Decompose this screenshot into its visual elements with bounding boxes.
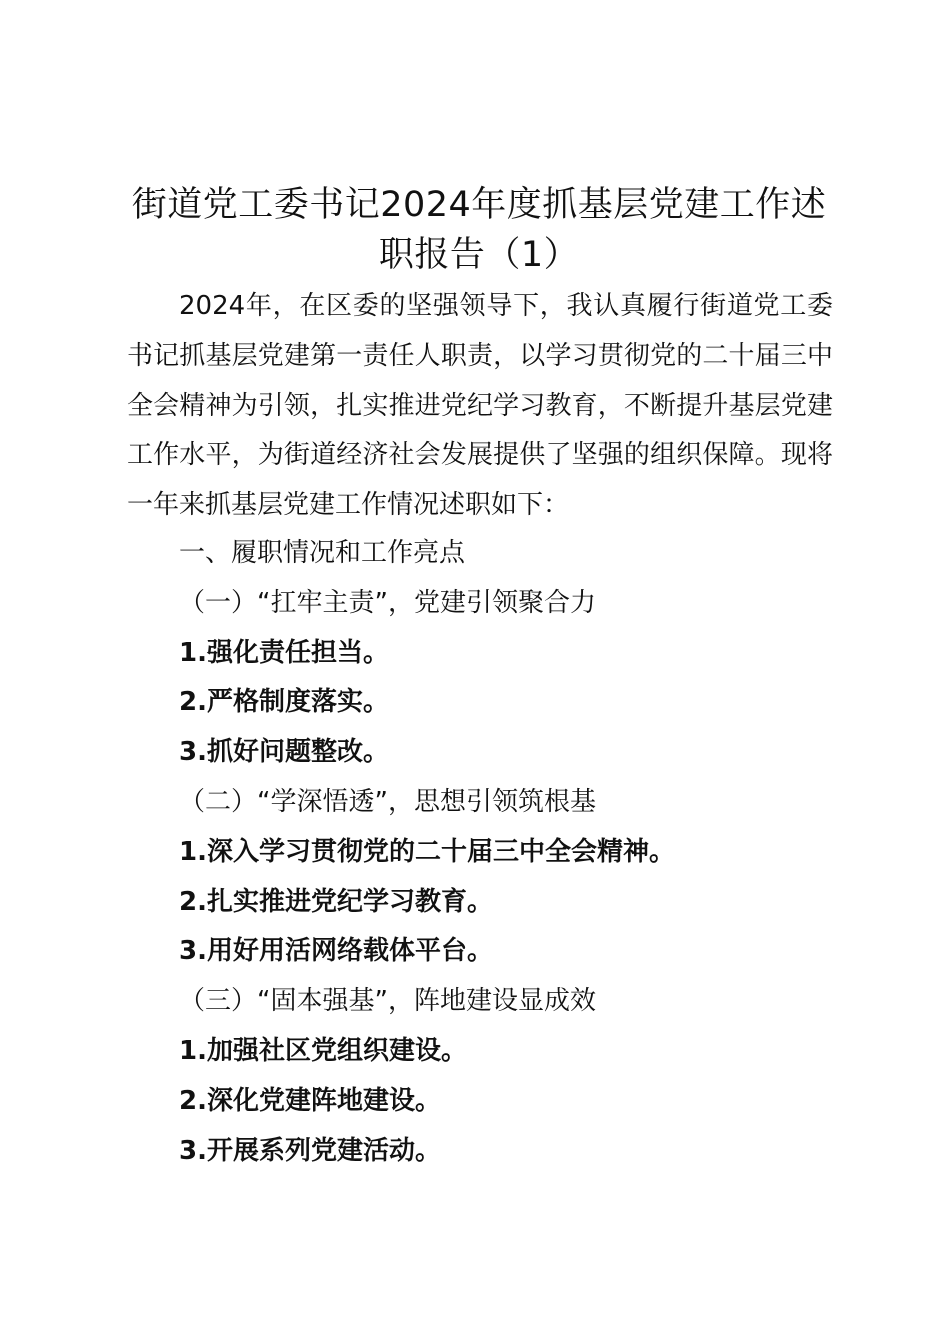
list-item: 3.开展系列党建活动。: [179, 1136, 441, 1166]
list-item: 3.用好用活网络载体平台。: [179, 936, 493, 966]
section-heading: 一、履职情况和工作亮点: [179, 538, 466, 568]
list-item: 3.抓好问题整改。: [179, 737, 389, 767]
subsection-heading-2: （二）“学深悟透”，思想引领筑根基: [179, 787, 596, 817]
list-item: 2.扎实推进党纪学习教育。: [179, 887, 493, 917]
list-item: 2.严格制度落实。: [179, 687, 389, 717]
subsection-heading-1: （一）“扛牢主责”，党建引领聚合力: [179, 588, 596, 618]
list-item: 1.加强社区党组织建设。: [179, 1036, 467, 1066]
list-item: 1.深入学习贯彻党的二十届三中全会精神。: [179, 837, 675, 867]
title-line-2: 职报告（1）: [378, 235, 580, 275]
intro-paragraph: 2024年，在区委的坚强领导下，我认真履行街道党工委书记抓基层党建第一责任人职责，以学习贯彻党的二十届三中全会精神为引领，扎实推进党纪学习教育，不断提升基层党建工作水平，为街道经济社会发展提供了坚强的组织保障。现将一年来抓基层党建工作情况述职如下：: [127, 291, 833, 521]
list-item: 1.强化责任担当。: [179, 638, 389, 668]
list-item: 2.深化党建阵地建设。: [179, 1086, 441, 1116]
title-line-1: 街道党工委书记2024年度抓基层党建工作述: [131, 185, 827, 225]
document-title: [120, 180, 838, 280]
subsection-heading-3: （三）“固本强基”，阵地建设显成效: [179, 986, 596, 1016]
